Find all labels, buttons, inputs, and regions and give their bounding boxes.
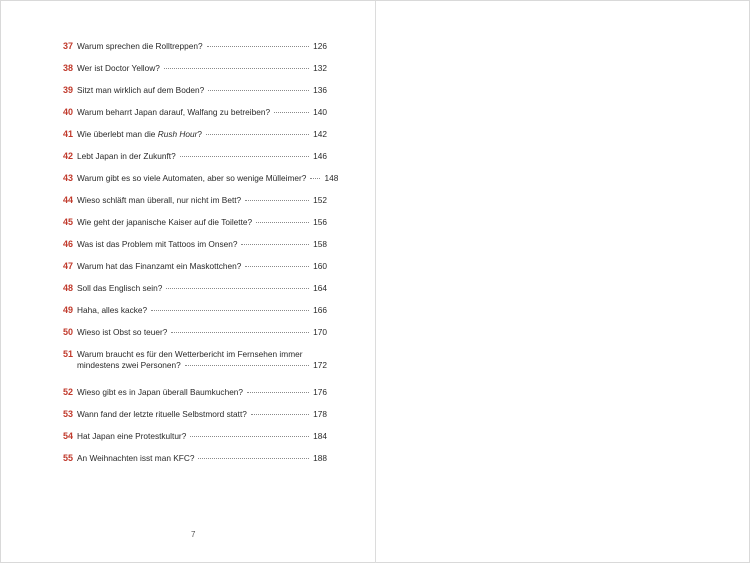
chapter-number: 42	[63, 151, 74, 161]
dot-leader	[207, 46, 309, 47]
chapter-number: 50	[63, 327, 74, 337]
dot-leader	[245, 266, 309, 267]
chapter-title	[77, 129, 202, 140]
chapter-title-emphasis: Rush Hour	[157, 129, 198, 139]
chapter-number: 39	[63, 85, 74, 95]
chapter-title: Wieso gibt es in Japan überall Baumkuchen?	[77, 387, 244, 397]
chapter-title: Hat Japan eine Protestkultur?	[77, 431, 187, 441]
chapter-number: 48	[63, 283, 74, 293]
chapter-number: 51	[63, 349, 74, 359]
page-reference: 176	[313, 387, 327, 397]
dot-leader	[198, 458, 309, 459]
dot-leader	[166, 288, 309, 289]
page-reference: 148	[324, 173, 339, 183]
dot-leader	[185, 365, 309, 366]
dot-leader	[206, 134, 309, 135]
dot-leader	[180, 156, 309, 157]
toc-entry	[63, 239, 327, 250]
dot-leader	[274, 112, 309, 113]
page-reference: 126	[313, 41, 327, 51]
toc-entry	[63, 409, 327, 420]
chapter-title: Soll das Englisch sein?	[77, 283, 163, 293]
page-reference: 152	[313, 195, 327, 205]
toc-entry	[63, 305, 327, 316]
left-page	[1, 1, 375, 563]
chapter-title: Wann fand der letzte rituelle Selbstmord statt?	[77, 409, 247, 419]
page-reference: 188	[313, 453, 327, 463]
chapter-number: 38	[63, 63, 74, 73]
page-reference: 132	[313, 63, 327, 73]
chapter-title: Haha, alles kacke?	[77, 305, 148, 315]
chapter-title: Was ist das Problem mit Tattoos im Onsen?	[77, 239, 238, 249]
chapter-number: 45	[63, 217, 74, 227]
page-number: 7	[191, 530, 196, 539]
toc-entry	[63, 261, 327, 272]
toc-entry	[63, 63, 327, 74]
toc-entry	[63, 349, 327, 371]
chapter-title: Wieso schläft man überall, nur nicht im Bett?	[77, 195, 242, 205]
chapter-title: mindestens zwei Personen?	[77, 360, 181, 370]
page-reference: 142	[313, 129, 327, 139]
dot-leader	[164, 68, 309, 69]
page-reference: 158	[313, 239, 327, 249]
right-page-blank	[376, 1, 750, 563]
toc-entry	[63, 327, 327, 338]
page-reference: 178	[313, 409, 327, 419]
chapter-number: 47	[63, 261, 74, 271]
chapter-title: Warum beharrt Japan darauf, Walfang zu betreiben?	[77, 107, 271, 117]
chapter-number: 55	[63, 453, 74, 463]
page-reference: 164	[313, 283, 327, 293]
page-reference: 184	[313, 431, 327, 441]
chapter-number: 41	[63, 129, 74, 139]
page-reference: 166	[313, 305, 327, 315]
dot-leader	[241, 244, 309, 245]
chapter-title: Warum gibt es so viele Automaten, aber so wenige Mülleimer?	[77, 173, 307, 183]
chapter-title: Warum hat das Finanzamt ein Maskottchen?	[77, 261, 242, 271]
page-reference: 160	[313, 261, 327, 271]
chapter-title-part: ?	[197, 129, 203, 139]
toc-entry	[63, 151, 327, 162]
toc-entry	[63, 431, 327, 442]
page-reference: 172	[313, 360, 327, 370]
chapter-number: 37	[63, 41, 74, 51]
dot-leader	[247, 392, 309, 393]
chapter-title-part: Wie überlebt man die	[77, 129, 158, 139]
dot-leader	[251, 414, 309, 415]
chapter-number: 40	[63, 107, 74, 117]
chapter-number: 53	[63, 409, 74, 419]
toc-entry	[63, 107, 327, 118]
chapter-number: 54	[63, 431, 74, 441]
dot-leader	[256, 222, 309, 223]
toc-entry	[63, 129, 327, 140]
dot-leader	[245, 200, 309, 201]
page-reference: 140	[313, 107, 327, 117]
chapter-number: 43	[63, 173, 74, 183]
chapter-number: 49	[63, 305, 74, 315]
chapter-title: Lebt Japan in der Zukunft?	[77, 151, 176, 161]
page-reference: 146	[313, 151, 327, 161]
chapter-title: Sitzt man wirklich auf dem Boden?	[77, 85, 205, 95]
chapter-title-line: Warum braucht es für den Wetterbericht im Fernsehen immer	[77, 349, 303, 359]
toc-entry	[63, 195, 327, 206]
page-reference: 170	[313, 327, 327, 337]
toc-entry	[63, 173, 339, 184]
page-reference: 136	[313, 85, 327, 95]
dot-leader	[208, 90, 309, 91]
chapter-title: Wer ist Doctor Yellow?	[77, 63, 160, 73]
chapter-number: 52	[63, 387, 74, 397]
chapter-title: Wie geht der japanische Kaiser auf die Toilette?	[77, 217, 253, 227]
toc-entry	[63, 387, 327, 398]
dot-leader	[151, 310, 309, 311]
dot-leader	[171, 332, 309, 333]
toc-entry	[63, 85, 327, 96]
toc-entry	[63, 283, 327, 294]
chapter-title: Wieso ist Obst so teuer?	[77, 327, 168, 337]
page-reference: 156	[313, 217, 327, 227]
chapter-number: 46	[63, 239, 74, 249]
toc-entry	[63, 217, 327, 228]
chapter-title: Warum sprechen die Rolltreppen?	[77, 41, 203, 51]
dot-leader	[190, 436, 309, 437]
chapter-number: 44	[63, 195, 74, 205]
chapter-title: An Weihnachten isst man KFC?	[77, 453, 195, 463]
toc-entry	[63, 453, 327, 464]
dot-leader	[310, 178, 320, 179]
toc-entry	[63, 41, 327, 52]
